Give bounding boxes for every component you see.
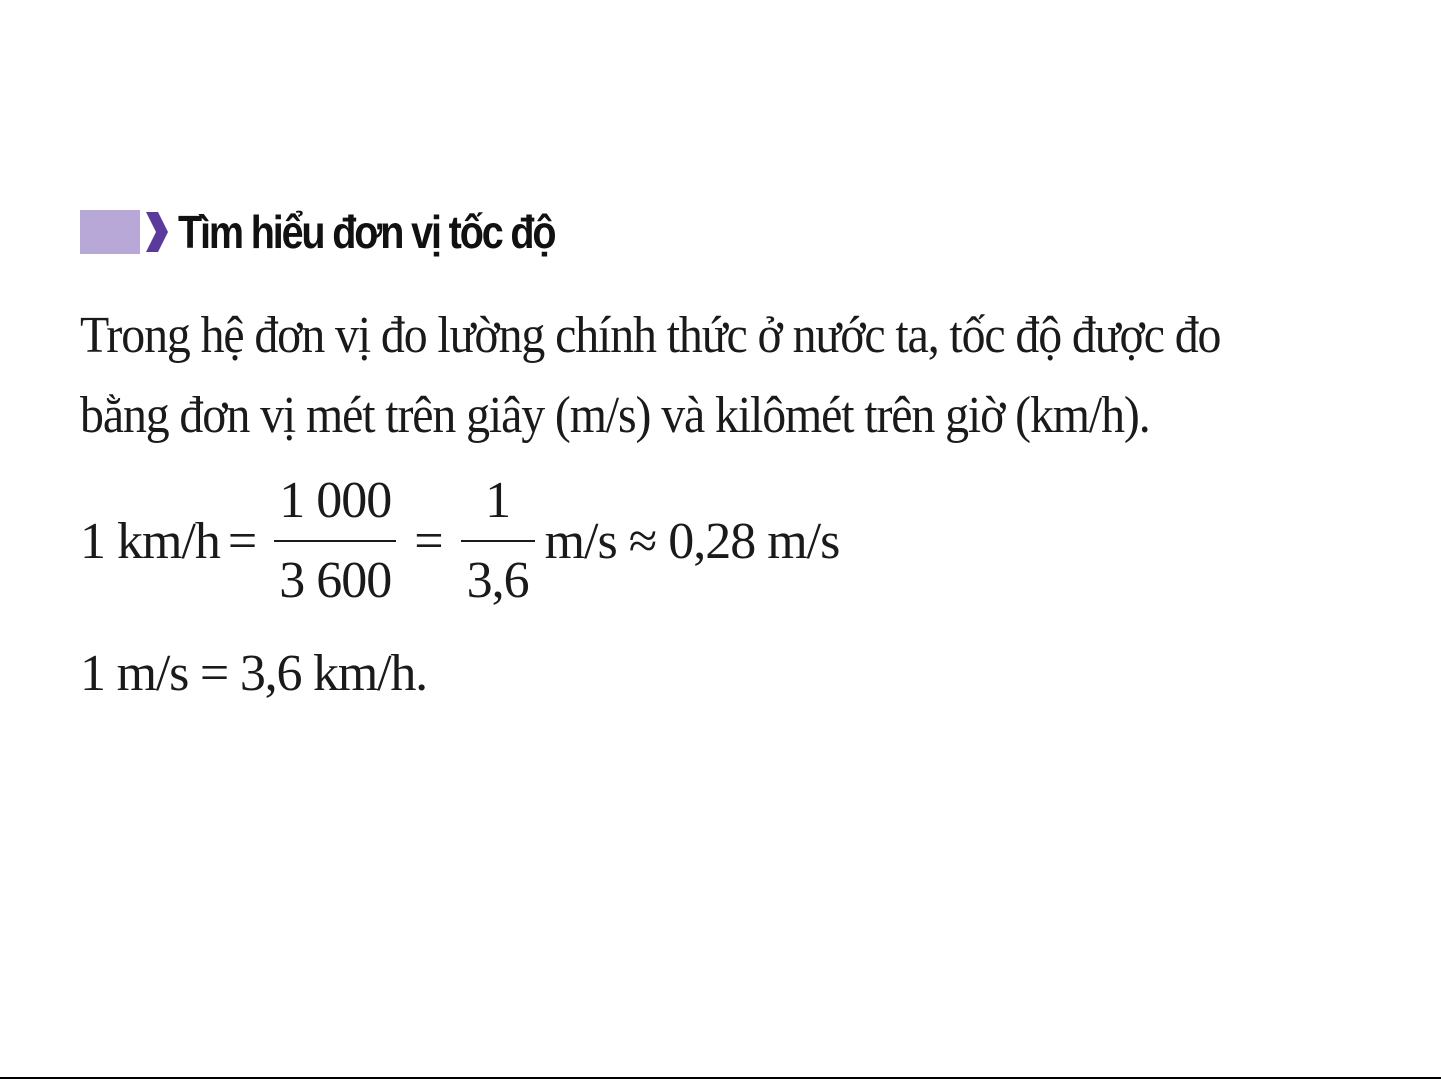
body-paragraph bbox=[80, 296, 1267, 456]
conversion-formula bbox=[80, 466, 839, 616]
formula-equals-1: = bbox=[227, 512, 257, 570]
fraction-1-numerator: 1 000 bbox=[279, 472, 392, 529]
formula-lhs: 1 km/h bbox=[80, 512, 220, 570]
formula-equals-2: = bbox=[414, 512, 443, 570]
paragraph-line-1: Trong hệ đơn vị đo lường chính thức ở nước ta, tốc độ được đo bbox=[80, 307, 1221, 364]
fraction-2-denominator: 3,6 bbox=[461, 540, 535, 610]
heading-title: Tìm hiểu đơn vị tốc độ bbox=[178, 206, 555, 258]
formula-rhs: m/s ≈ 0,28 m/s bbox=[544, 512, 840, 570]
fraction-1-denominator: 3 600 bbox=[274, 540, 396, 610]
section-heading bbox=[80, 200, 616, 264]
fraction-1-over-3-6 bbox=[461, 472, 535, 610]
bottom-divider bbox=[0, 1077, 1441, 1079]
heading-accent-bar bbox=[80, 210, 140, 254]
fraction-1000-over-3600 bbox=[274, 472, 396, 610]
paragraph-line-2: bằng đơn vị mét trên giây (m/s) và kilômét trên giờ (km/h). bbox=[80, 387, 1150, 444]
conversion-statement: 1 m/s = 3,6 km/h. bbox=[80, 645, 427, 702]
fraction-2-numerator: 1 bbox=[485, 472, 511, 529]
chevron-right-icon bbox=[144, 210, 170, 254]
